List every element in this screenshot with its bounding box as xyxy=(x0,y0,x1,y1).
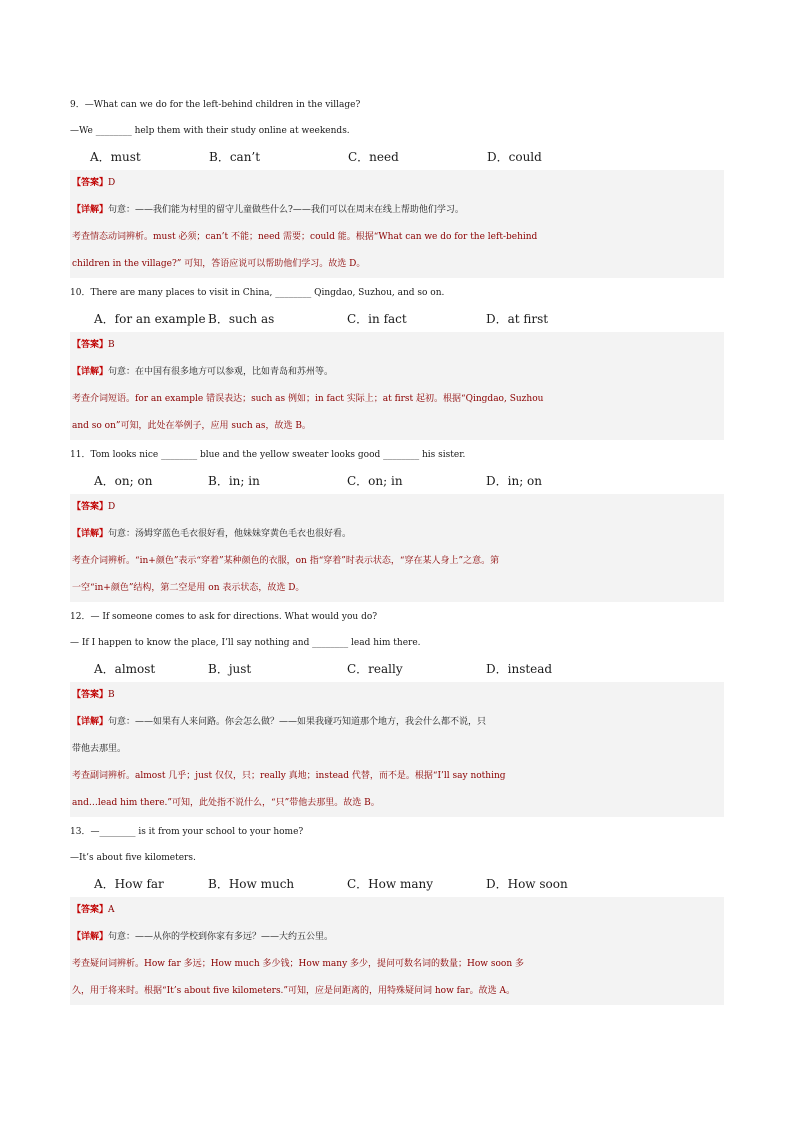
answer-block xyxy=(70,682,724,817)
detail-text: 句意：——我们能为村里的留守儿童做些什么?——我们可以在周末在线上帮助他们学习。 xyxy=(108,205,464,215)
analysis-line: 考查副词辨析。almost 几乎；just 仅仅，只；really 真地；instead 代替，而不是。根据“I’ll say nothing xyxy=(72,771,506,781)
analysis-line: 一空“in+颜色”结构，第二空是用 on 表示状态，故选 D。 xyxy=(72,583,305,593)
answer-label: 【答案】 xyxy=(72,340,109,350)
analysis-line: 考查介词辨析。“in+颜色”表示“穿着”某种颜色的衣服，on 指“穿着”时表示状态，“穿在某人身上”之意。第 xyxy=(72,556,500,566)
option-c: C．need xyxy=(348,150,399,164)
answer-block xyxy=(70,170,724,278)
analysis-line: 考查疑问词辨析。How far 多远；How much 多少钱；How many 多少，提问可数名词的数量；How soon 多 xyxy=(72,959,524,969)
answer-label: 【答案】 xyxy=(72,905,109,915)
option-d: D．at first xyxy=(486,312,549,326)
answer-label: 【答案】 xyxy=(72,690,109,700)
question-stem: 12．— If someone comes to ask for directions. What would you do? xyxy=(70,612,378,622)
option-b: B．How much xyxy=(208,877,295,891)
option-b: B．can’t xyxy=(209,150,261,164)
answer-block xyxy=(70,494,724,602)
options-row xyxy=(70,468,724,494)
analysis-line: and…lead him there.”可知，此处指不说什么，“只”带他去那里。故选 B。 xyxy=(72,798,380,808)
option-a: A．almost xyxy=(94,662,156,676)
detail-text: 句意：——如果有人来问路。你会怎么做？——如果我碰巧知道那个地方，我会什么都不说，只 xyxy=(108,717,487,727)
detail-text: 句意：在中国有很多地方可以参观，比如青岛和苏州等。 xyxy=(108,367,334,377)
question-10 xyxy=(70,280,724,440)
options-row xyxy=(70,306,724,332)
question-stem: 13．—________ is it from your school to your home? xyxy=(70,827,304,837)
question-12 xyxy=(70,604,724,817)
question-stem: 11．Tom looks nice ________ blue and the yellow sweater looks good ________ his sister. xyxy=(70,450,466,460)
options-row xyxy=(70,656,724,682)
options-row xyxy=(70,871,724,897)
analysis-line: and so on”可知，此处在举例子，应用 such as，故选 B。 xyxy=(72,421,311,431)
detail-label: 【详解】 xyxy=(72,367,109,377)
detail-label: 【详解】 xyxy=(72,529,109,539)
question-11 xyxy=(70,442,724,602)
option-c: C．How many xyxy=(347,877,433,891)
question-stem: —It’s about five kilometers. xyxy=(70,853,196,863)
analysis-line: 考查介词短语。for an example 错误表达；such as 例如；in fact 实际上；at first 起初。根据“Qingdao, Suzhou xyxy=(72,394,544,404)
options-row xyxy=(70,144,724,170)
detail-text: 句意：汤姆穿蓝色毛衣很好看，他妹妹穿黄色毛衣也很好看。 xyxy=(108,529,352,539)
option-a: A．for an example xyxy=(94,312,206,326)
option-c: C．on; in xyxy=(347,474,403,488)
detail-text-continued: 带他去那里。 xyxy=(72,744,127,754)
option-c: C．in fact xyxy=(347,312,407,326)
option-b: B．such as xyxy=(208,312,275,326)
option-b: B．in; in xyxy=(208,474,260,488)
option-b: B．just xyxy=(208,662,252,676)
option-a: A．How far xyxy=(94,877,164,891)
detail-text: 句意：——从你的学校到你家有多远？——大约五公里。 xyxy=(108,932,334,942)
answer-value: A xyxy=(108,905,115,915)
option-a: A．must xyxy=(90,150,141,164)
option-d: D．could xyxy=(487,150,542,164)
question-stem: — If I happen to know the place, I’ll say nothing and ________ lead him there. xyxy=(70,638,421,648)
option-d: D．How soon xyxy=(486,877,568,891)
answer-value: B xyxy=(108,340,115,350)
question-stem: —We ________ help them with their study online at weekends. xyxy=(70,126,350,136)
answer-label: 【答案】 xyxy=(72,178,109,188)
answer-block xyxy=(70,332,724,440)
analysis-line: 考查情态动词辨析。must 必须；can’t 不能；need 需要；could 能。根据“What can we do for the left-behind xyxy=(72,232,538,242)
option-d: D．in; on xyxy=(486,474,542,488)
detail-label: 【详解】 xyxy=(72,205,109,215)
answer-value: D xyxy=(108,178,116,188)
question-stem: 9．—What can we do for the left-behind children in the village? xyxy=(70,100,361,110)
document-page xyxy=(70,92,724,1007)
question-9 xyxy=(70,92,724,278)
detail-label: 【详解】 xyxy=(72,932,109,942)
question-stem: 10．There are many places to visit in China, ________ Qingdao, Suzhou, and so on. xyxy=(70,288,445,298)
option-c: C．really xyxy=(347,662,403,676)
option-a: A．on; on xyxy=(94,474,153,488)
option-d: D．instead xyxy=(486,662,553,676)
answer-block xyxy=(70,897,724,1005)
answer-label: 【答案】 xyxy=(72,502,109,512)
analysis-line: children in the village?” 可知，答语应说可以帮助他们学习。故选 D。 xyxy=(72,259,366,269)
answer-value: D xyxy=(108,502,116,512)
answer-value: B xyxy=(108,690,115,700)
analysis-line: 久，用于将来时。根据“It’s about five kilometers.”可知，应是问距离的，用特殊疑问词 how far。故选 A。 xyxy=(72,986,516,996)
question-13 xyxy=(70,819,724,1005)
detail-label: 【详解】 xyxy=(72,717,109,727)
